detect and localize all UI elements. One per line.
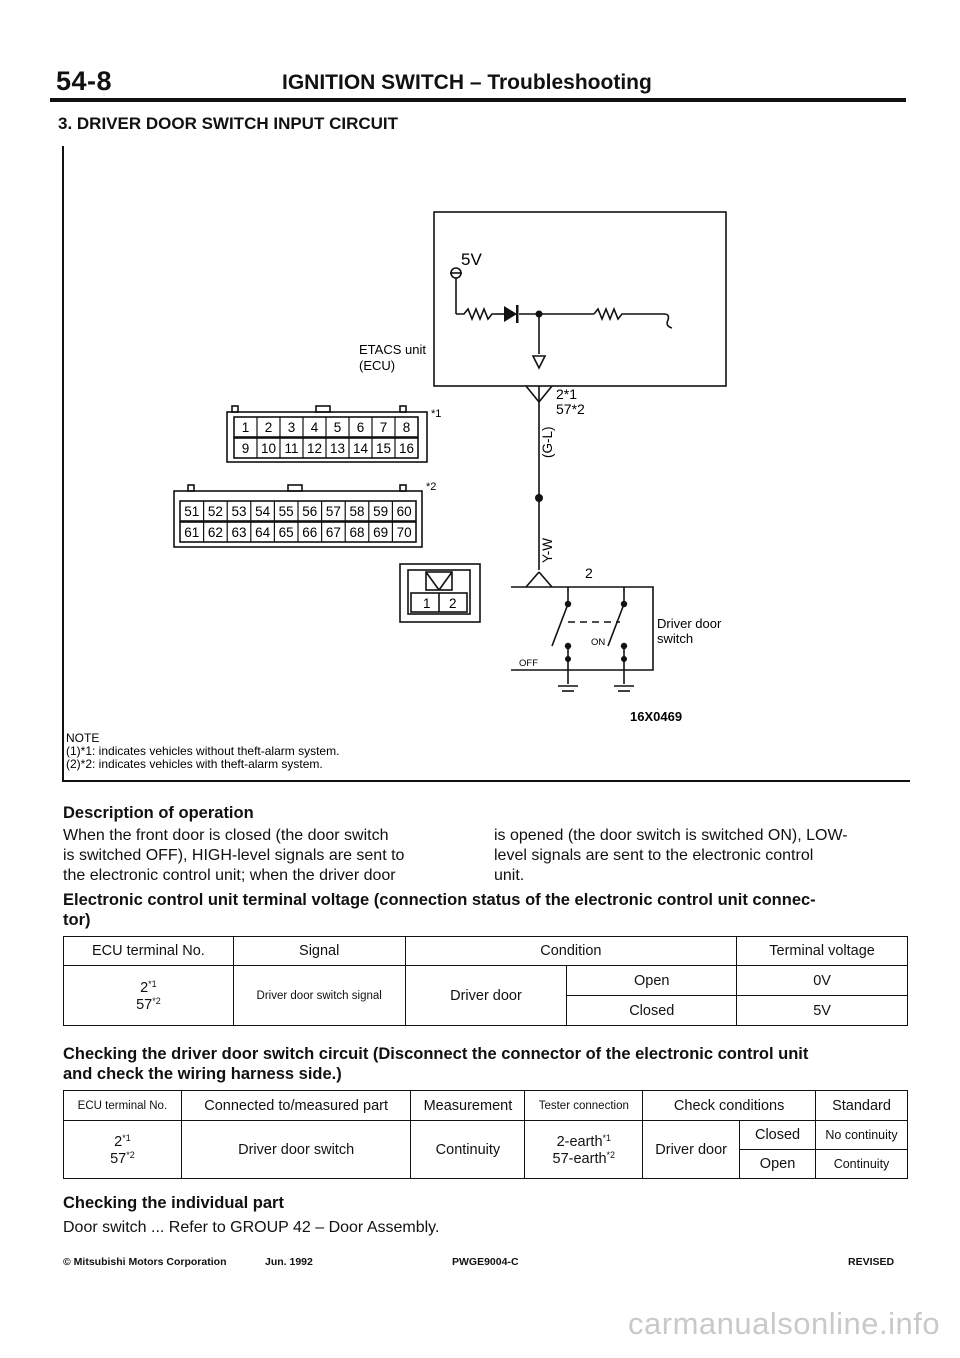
resistor-2 [594,309,630,319]
signal-out-wave [664,314,672,328]
connector-pin-label: 5 [333,420,342,435]
connector-pin-label: 10 [260,441,277,456]
connector-pin-label: 8 [402,420,411,435]
connector-pin-label: 6 [356,420,365,435]
wiring-diagram [62,146,910,782]
connector-pin-label: 51 [184,504,200,519]
switch-label-sub: switch [657,631,694,646]
etacs-label-sub: (ECU) [359,358,396,373]
condition-cell: Driver door [405,966,567,1026]
footer-date: Jun. 1992 [265,1256,313,1268]
connector-pin-label: 59 [373,504,389,519]
connector-pin-label: 65 [278,525,294,540]
connector-pin-label: 7 [379,420,388,435]
terminal-no: 57 [110,1150,127,1167]
connector-pin-label: 55 [278,504,294,519]
terminal-mark: *2 [152,995,161,1006]
measurement-cell: Continuity [411,1121,525,1179]
voltage-table [63,936,908,1026]
standard-cell: Continuity [816,1150,908,1179]
table-header-cell: Condition [405,937,737,966]
check-heading-line: Checking the driver door switch circuit (Disconnect the connector of the electronic control unit [63,1045,809,1063]
switch-label: Driver door [657,616,722,631]
individual-text: Door switch ... Refer to GROUP 42 – Door Assembly. [63,1219,440,1236]
wire-color-upper: (G-L) [540,426,555,458]
connector-3-pin-2: 2 [449,596,457,611]
table-header-row [64,1091,908,1121]
table-header-cell: Tester connection [525,1091,643,1121]
wire-splice [535,494,543,502]
tester-connection: 57-earth [552,1150,607,1167]
watermark: carmanualsonline.info [628,1306,941,1341]
connector-pin-label: 70 [396,525,412,540]
connector-pin-label: 60 [396,504,412,519]
description-line: is opened (the door switch is switched ON), LOW- [494,827,848,844]
ecu-terminal-cell [64,1121,182,1179]
voltage-heading-line: tor) [63,911,91,929]
connector-pin-label: 68 [349,525,365,540]
etacs-terminal-triangle [533,356,545,368]
header-rule [50,98,906,102]
note-2: (2)*2: indicates vehicles with theft-alarm system. [66,757,323,771]
description-heading: Description of operation [63,804,254,822]
tester-connection: 2-earth [556,1133,603,1150]
description-col-1 [63,826,473,886]
individual-heading: Checking the individual part [63,1194,284,1212]
check-condition-cell: Driver door [643,1121,740,1179]
terminal-no: 2 [114,1133,123,1150]
connector-pin-label: 12 [306,441,323,456]
connector-pin-label: 4 [310,420,319,435]
connector-pin-label: 52 [207,504,223,519]
ecu-terminal-cell [64,966,234,1026]
terminal-lower: 2 [585,565,593,581]
voltage-cell: 0V [737,966,908,996]
table-header-cell: ECU terminal No. [64,937,234,966]
table-header-cell: Measurement [411,1091,525,1121]
figure-code: 16X0469 [630,709,683,724]
table-row [64,1121,908,1150]
tester-mark: *2 [606,1149,616,1160]
etacs-label: ETACS unit [359,342,426,357]
description-line: is switched OFF), HIGH-level signals are sent to [63,847,405,864]
check-heading [63,1044,913,1084]
connector-pin-label: 69 [373,525,389,540]
terminal-mark: *2 [126,1149,135,1160]
connector-pin-label: 57 [325,504,341,519]
circuit-diagram [64,146,910,780]
connector-pin-label: 11 [284,441,299,456]
supply-voltage-label: 5V [461,250,482,269]
connector-pin-label: 64 [255,525,271,540]
connector-pin-label: 1 [241,420,250,435]
table-header-cell: Signal [233,937,405,966]
connector-pin-label: 16 [398,441,415,456]
signal-cell: Driver door switch signal [233,966,405,1026]
footer-status: REVISED [848,1256,895,1268]
resistor-1 [456,309,496,319]
table-header-cell: Standard [816,1091,908,1121]
connector-2-mark: *2 [426,481,437,493]
note-title: NOTE [66,731,100,745]
connector-pin-label: 15 [375,441,392,456]
connector-pin-label: 13 [329,441,346,456]
voltage-cell: 5V [737,996,908,1026]
footer-copyright: © Mitsubishi Motors Corporation [63,1256,227,1268]
connector-pin-label: 63 [231,525,247,540]
switch-off-label: OFF [519,658,538,669]
state-cell: Closed [740,1121,816,1150]
description-line: unit. [494,867,525,884]
table-header-row [64,937,908,966]
connector-3-pin-1: 1 [423,596,431,611]
table-header-cell: Connected to/measured part [181,1091,411,1121]
description-col-2 [494,826,914,886]
voltage-heading [63,890,913,930]
standard-cell: No continuity [816,1121,908,1150]
connector-pin-label: 67 [325,525,341,540]
state-cell: Closed [567,996,737,1026]
footer-code: PWGE9004-C [452,1256,519,1268]
terminal-no: 2 [140,979,149,996]
diode-triangle [504,306,517,322]
connector-pin-label: 56 [302,504,318,519]
etacs-box [434,212,726,386]
voltage-heading-line: Electronic control unit terminal voltage (connection status of the electronic control unit connec- [63,891,816,909]
connector-pin-label: 9 [241,441,250,456]
connector-pin-label: 14 [352,441,369,456]
page-number: 54-8 [56,66,113,96]
terminal-mark: *1 [122,1132,131,1143]
tester-mark: *1 [602,1132,612,1143]
table-header-cell: Check conditions [643,1091,816,1121]
check-heading-line: and check the wiring harness side.) [63,1065,342,1083]
description-line: When the front door is closed (the door switch [63,827,389,844]
connector-pin-label: 3 [287,420,296,435]
state-cell: Open [740,1150,816,1179]
connector-pin-label: 54 [255,504,271,519]
note-1: (1)*1: indicates vehicles without theft-alarm system. [66,744,340,758]
terminal-upper-2: 57*2 [556,401,585,417]
description-line: level signals are sent to the electronic control [494,847,814,864]
connector-pin-label: 61 [184,525,200,540]
table-row [64,966,908,996]
measured-part-cell: Driver door switch [181,1121,411,1179]
connector-1-mark: *1 [431,408,442,420]
connector-pin-label: 62 [207,525,223,540]
state-cell: Open [567,966,737,996]
table-header-cell: ECU terminal No. [64,1091,182,1121]
terminal-mark: *1 [148,978,157,989]
wire-color-lower: Y-W [540,537,555,563]
terminal-no: 57 [136,996,153,1013]
page-title: IGNITION SWITCH – Troubleshooting [282,71,652,94]
connector-pin-label: 66 [302,525,318,540]
table-header-cell: Terminal voltage [737,937,908,966]
description-line: the electronic control unit; when the driver door [63,867,396,884]
switch-on-label: ON [591,637,606,648]
connector-pin-label: 53 [231,504,247,519]
connector-pin-label: 2 [264,420,273,435]
section-heading: 3. DRIVER DOOR SWITCH INPUT CIRCUIT [58,114,399,133]
connector-pin-label: 58 [349,504,365,519]
check-table [63,1090,908,1179]
tester-connection-cell [525,1121,643,1179]
terminal-upper-1: 2*1 [556,386,578,402]
